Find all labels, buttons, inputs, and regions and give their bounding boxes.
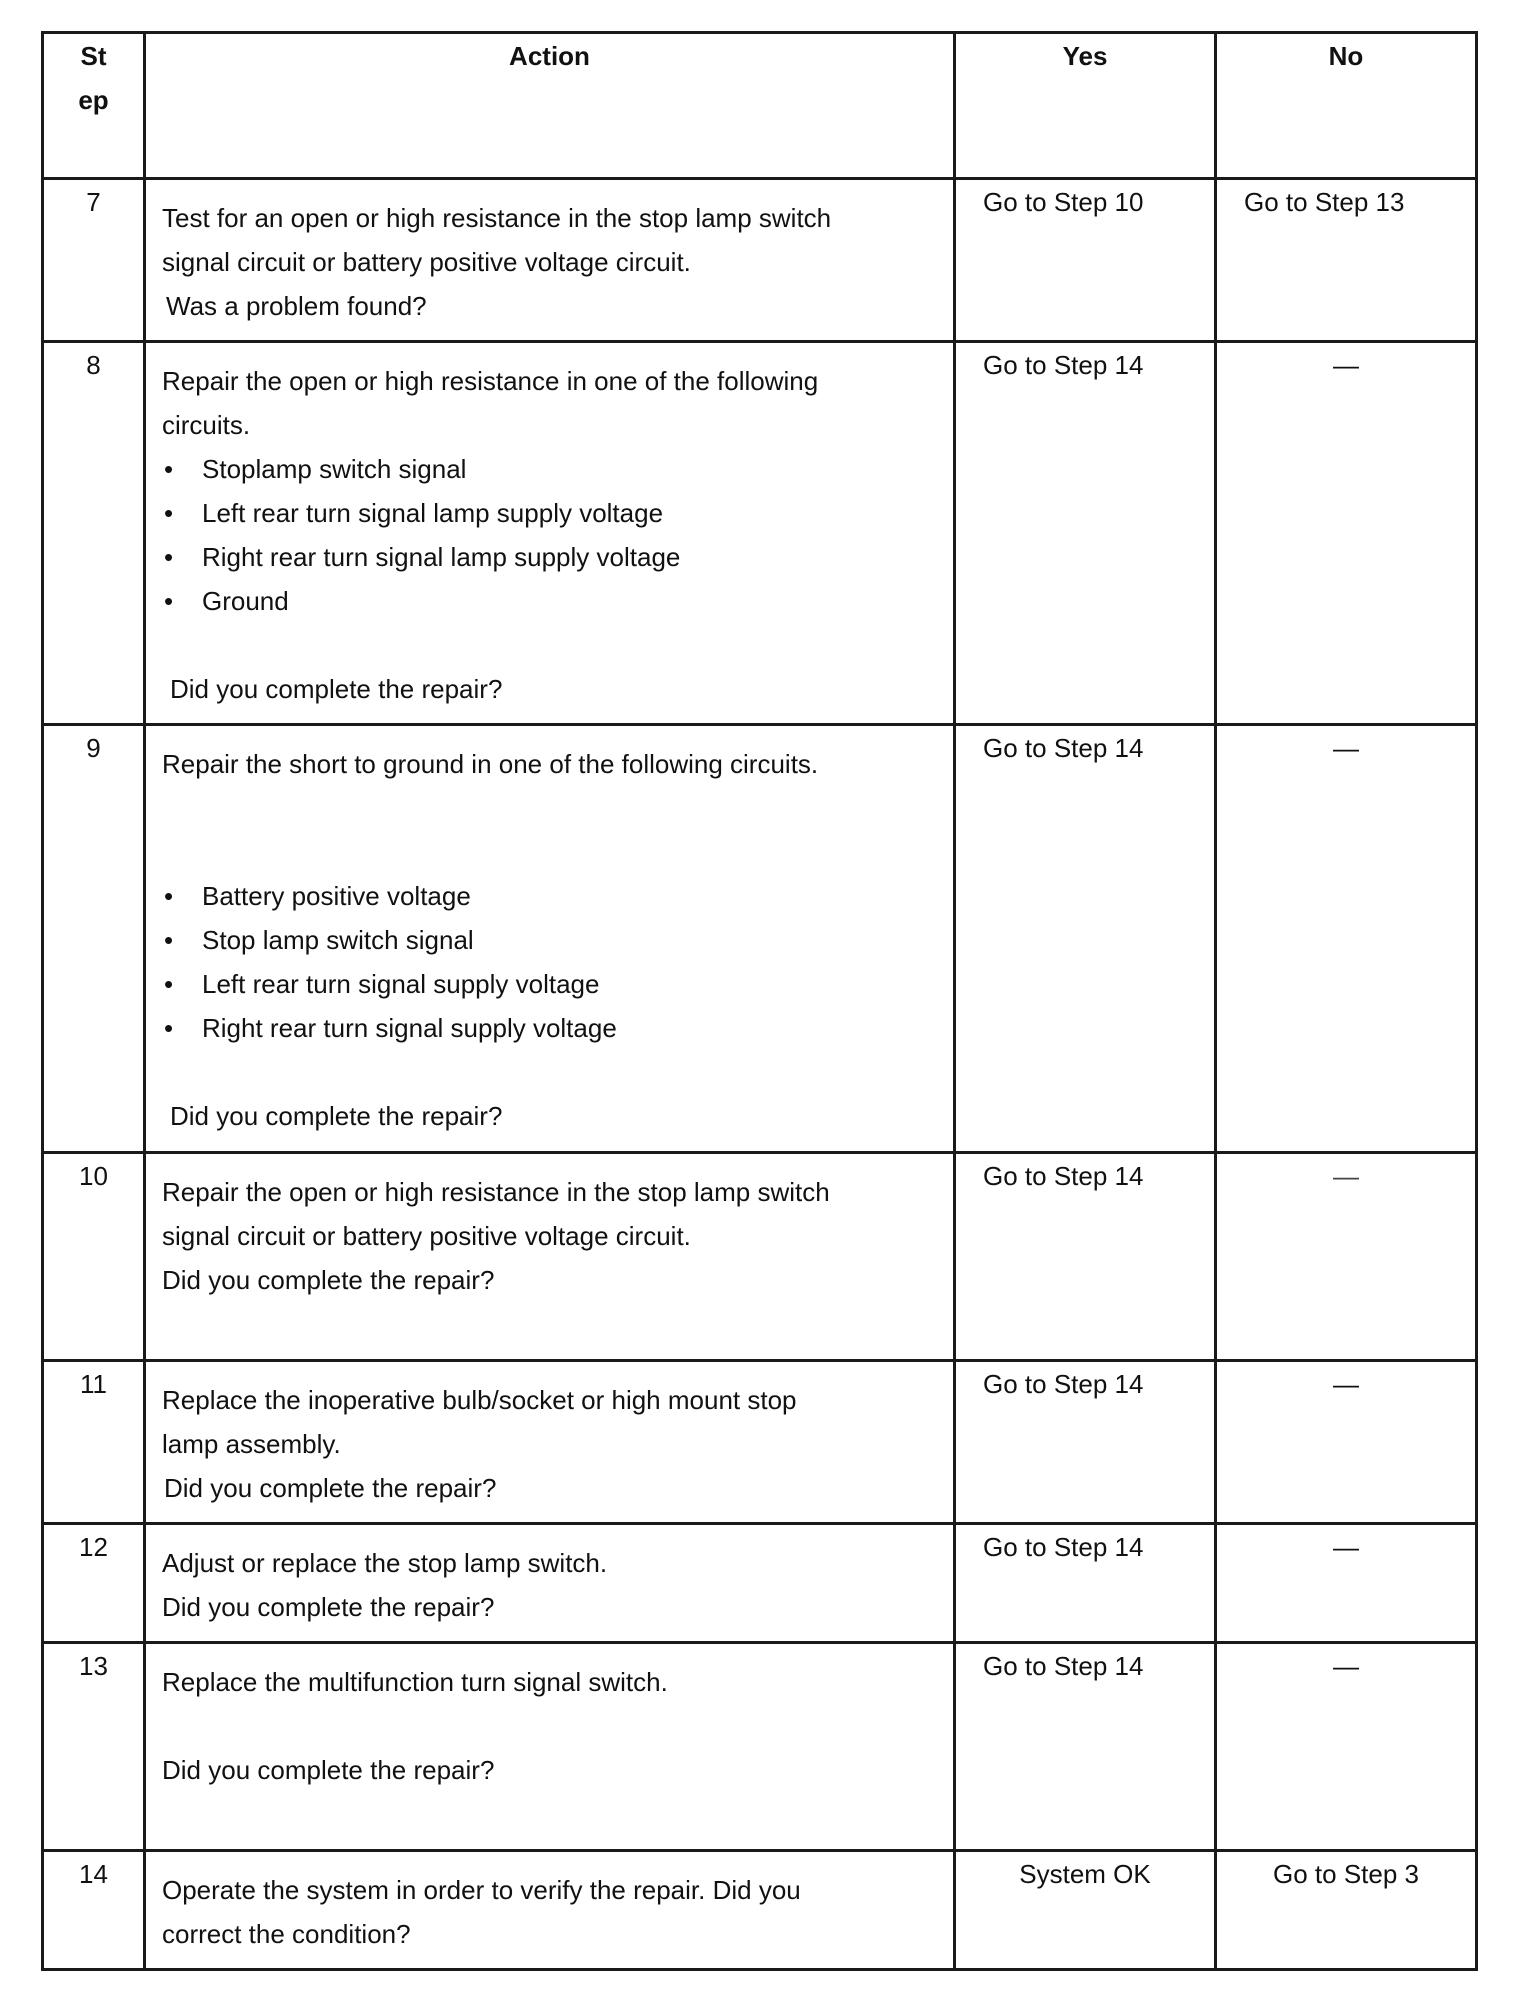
action-question: Did you complete the repair? xyxy=(170,674,503,704)
action-line: signal circuit or battery positive voltage circuit. xyxy=(162,1221,691,1251)
no-value: — xyxy=(1333,1651,1359,1681)
yes-value: System OK xyxy=(1019,1859,1151,1889)
action-cell xyxy=(145,1361,955,1524)
no-value: — xyxy=(1333,1161,1359,1191)
list-item: • Stoplamp switch signal xyxy=(162,447,937,491)
action-question: Did you complete the repair? xyxy=(170,1101,503,1131)
yes-value: Go to Step 14 xyxy=(983,350,1144,380)
yes-cell xyxy=(955,1361,1216,1524)
circuit-list xyxy=(162,447,937,623)
action-cell xyxy=(145,1524,955,1643)
no-cell xyxy=(1216,1643,1477,1851)
action-question: Did you complete the repair? xyxy=(162,1265,495,1295)
action-line: Repair the open or high resistance in one of the following xyxy=(162,366,819,396)
action-line: Replace the inoperative bulb/socket or high mount stop xyxy=(162,1385,797,1415)
no-value: Go to Step 3 xyxy=(1273,1859,1419,1889)
step-number: 12 xyxy=(43,1524,145,1643)
action-cell xyxy=(145,1643,955,1851)
no-cell xyxy=(1216,179,1477,342)
action-line: Adjust or replace the stop lamp switch. xyxy=(162,1548,608,1578)
action-line: Repair the open or high resistance in the stop lamp switch xyxy=(162,1177,830,1207)
action-cell xyxy=(145,1153,955,1361)
table-row xyxy=(43,342,1477,725)
table-row xyxy=(43,1851,1477,1970)
table-row xyxy=(43,1153,1477,1361)
no-cell xyxy=(1216,1153,1477,1361)
yes-value: Go to Step 14 xyxy=(983,1651,1144,1681)
diagnostic-steps-table xyxy=(41,31,1478,1971)
no-value: — xyxy=(1333,733,1359,763)
action-question: Did you complete the repair? xyxy=(162,1755,495,1785)
action-question: Did you complete the repair? xyxy=(164,1473,497,1503)
action-line: Replace the multifunction turn signal switch. xyxy=(162,1667,668,1697)
list-item: • Right rear turn signal lamp supply voltage xyxy=(162,535,937,579)
yes-cell xyxy=(955,725,1216,1153)
yes-value: Go to Step 14 xyxy=(983,733,1144,763)
yes-value: Go to Step 14 xyxy=(983,1369,1144,1399)
no-cell xyxy=(1216,725,1477,1153)
action-cell xyxy=(145,725,955,1153)
step-number: 9 xyxy=(43,725,145,1153)
step-number: 10 xyxy=(43,1153,145,1361)
action-question: Was a problem found? xyxy=(166,291,427,321)
no-value: — xyxy=(1333,1532,1359,1562)
table-row xyxy=(43,1643,1477,1851)
no-cell xyxy=(1216,1361,1477,1524)
action-cell xyxy=(145,342,955,725)
step-number: 11 xyxy=(43,1361,145,1524)
yes-cell xyxy=(955,1643,1216,1851)
action-line: correct the condition? xyxy=(162,1919,411,1949)
list-item: • Battery positive voltage xyxy=(162,874,937,918)
no-cell xyxy=(1216,342,1477,725)
table-row xyxy=(43,179,1477,342)
action-line: Operate the system in order to verify the repair. Did you xyxy=(162,1875,801,1905)
action-line: circuits. xyxy=(162,410,251,440)
action-line: signal circuit or battery positive voltage circuit. xyxy=(162,247,691,277)
circuit-list xyxy=(162,874,937,1050)
header-no: No xyxy=(1216,33,1477,179)
yes-cell xyxy=(955,1851,1216,1970)
no-cell xyxy=(1216,1851,1477,1970)
header-step-line1: St xyxy=(80,41,107,71)
yes-value: Go to Step 14 xyxy=(983,1161,1144,1191)
action-line: Test for an open or high resistance in the stop lamp switch xyxy=(162,203,832,233)
list-item: • Stop lamp switch signal xyxy=(162,918,937,962)
yes-cell xyxy=(955,179,1216,342)
yes-value: Go to Step 10 xyxy=(983,187,1144,217)
header-row xyxy=(43,33,1477,179)
header-step xyxy=(43,33,145,179)
step-number: 7 xyxy=(43,179,145,342)
table-row xyxy=(43,1361,1477,1524)
header-action: Action xyxy=(145,33,955,179)
step-number: 13 xyxy=(43,1643,145,1851)
list-item: • Ground xyxy=(162,579,937,623)
list-item: • Right rear turn signal supply voltage xyxy=(162,1006,937,1050)
list-item: • Left rear turn signal lamp supply voltage xyxy=(162,491,937,535)
no-value: — xyxy=(1333,350,1359,380)
yes-cell xyxy=(955,1524,1216,1643)
step-number: 8 xyxy=(43,342,145,725)
table-row xyxy=(43,1524,1477,1643)
action-cell xyxy=(145,1851,955,1970)
action-line: Repair the short to ground in one of the following circuits. xyxy=(162,749,819,779)
yes-value: Go to Step 14 xyxy=(983,1532,1144,1562)
list-item: • Left rear turn signal supply voltage xyxy=(162,962,937,1006)
no-value: Go to Step 13 xyxy=(1244,187,1405,217)
step-number: 14 xyxy=(43,1851,145,1970)
yes-cell xyxy=(955,342,1216,725)
no-cell xyxy=(1216,1524,1477,1643)
table-row xyxy=(43,725,1477,1153)
header-step-line2: ep xyxy=(78,85,109,115)
action-cell xyxy=(145,179,955,342)
action-line: lamp assembly. xyxy=(162,1429,341,1459)
action-question: Did you complete the repair? xyxy=(162,1592,495,1622)
yes-cell xyxy=(955,1153,1216,1361)
no-value: — xyxy=(1333,1369,1359,1399)
header-yes: Yes xyxy=(955,33,1216,179)
